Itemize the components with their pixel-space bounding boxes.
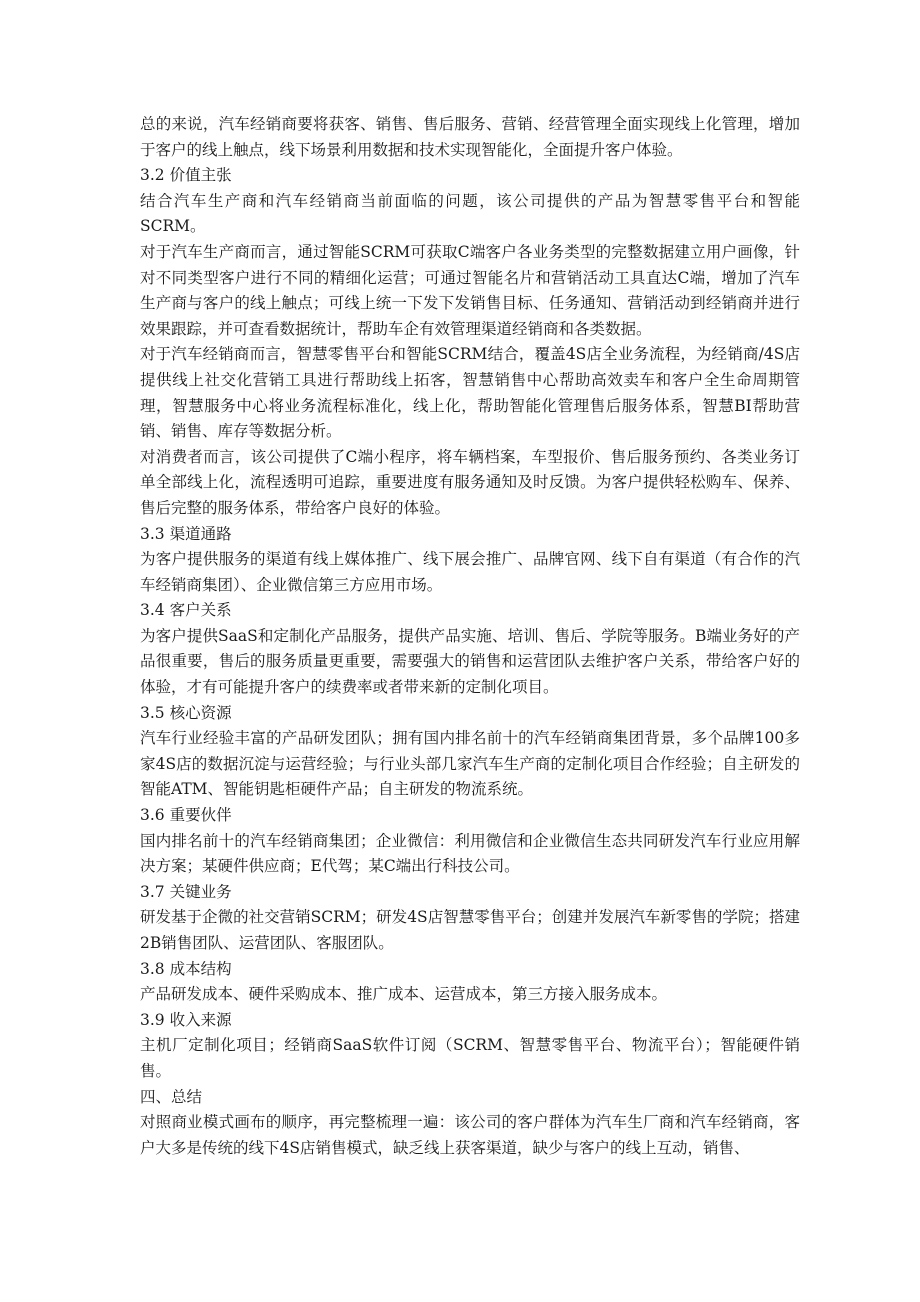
value-proposition-dealer: 对于汽车经销商而言，智慧零售平台和智能SCRM结合，覆盖4S店全业务流程，为经销商/4S店提供线上社交化营销工具进行帮助线上拓客，智慧销售中心帮助高效卖车和客户全生命周期管理，智慧服务中心将业务流程标准化，线上化，帮助智能化管理售后服务体系，智慧BI帮助营销、销售、库存等数据分析。 xyxy=(140,345,800,441)
section-heading-cost-structure: 3.8 成本结构 xyxy=(140,959,232,978)
section-heading-core-resources: 3.5 核心资源 xyxy=(140,703,232,722)
conclusion-paragraph: 对照商业模式画布的顺序，再完整梳理一遍：该公司的客户群体为汽车生厂商和汽车经销商，客户大多是传统的线下4S店销售模式，缺乏线上获客渠道，缺少与客户的线上互动，销售、 xyxy=(140,1113,800,1157)
core-resources-paragraph: 汽车行业经验丰富的产品研发团队；拥有国内排名前十的汽车经销商集团背景，多个品牌100多家4S店的数据沉淀与运营经验；与行业头部几家汽车生产商的定制化项目合作经验；自主研发的智能ATM、智能钥匙柜硬件产品；自主研发的物流系统。 xyxy=(140,729,800,799)
section-heading-key-partners: 3.6 重要伙伴 xyxy=(140,806,232,825)
value-proposition-manufacturer: 对于汽车生产商而言，通过智能SCRM可获取C端客户各业务类型的完整数据建立用户画像，针对不同类型客户进行不同的精细化运营；可通过智能名片和营销活动工具直达C端，增加了汽车生产商与客户的线上触点；可线上统一下发下发销售目标、任务通知、营销活动到经销商并进行效果跟踪，并可查看数据统计，帮助车企有效管理渠道经销商和各类数据。 xyxy=(140,242,800,338)
section-heading-customer-relations: 3.4 客户关系 xyxy=(140,601,232,620)
section-heading-conclusion: 四、总结 xyxy=(140,1087,203,1106)
value-proposition-consumer: 对消费者而言，该公司提供了C端小程序，将车辆档案，车型报价、售后服务预约、各类业务订单全部线上化，流程透明可追踪，重要进度有服务通知及时反馈。为客户提供轻松购车、保养、售后完整的服务体系，带给客户良好的体验。 xyxy=(140,447,800,517)
document-body xyxy=(140,112,800,1161)
section-heading-value-proposition: 3.2 价值主张 xyxy=(140,166,232,185)
customer-relations-paragraph: 为客户提供SaaS和定制化产品服务，提供产品实施、培训、售后、学院等服务。B端业务好的产品很重要，售后的服务质量更重要，需要强大的销售和运营团队去维护客户关系，带给客户好的体验，才有可能提升客户的续费率或者带来新的定制化项目。 xyxy=(140,626,800,697)
key-activities-paragraph: 研发基于企微的社交营销SCRM；研发4S店智慧零售平台；创建并发展汽车新零售的学院；搭建2B销售团队、运营团队、客服团队。 xyxy=(140,908,800,952)
section-heading-channels: 3.3 渠道通路 xyxy=(140,524,232,543)
section-heading-revenue: 3.9 收入来源 xyxy=(140,1010,232,1029)
key-partners-paragraph: 国内排名前十的汽车经销商集团；企业微信：利用微信和企业微信生态共同研发汽车行业应用解决方案；某硬件供应商；E代驾；某C端出行科技公司。 xyxy=(140,831,800,876)
revenue-paragraph: 主机厂定制化项目；经销商SaaS软件订阅（SCRM、智慧零售平台、物流平台）；智能硬件销售。 xyxy=(140,1036,800,1080)
summary-paragraph: 总的来说，汽车经销商要将获客、销售、售后服务、营销、经营管理全面实现线上化管理，增加于客户的线上触点，线下场景利用数据和技术实现智能化，全面提升客户体验。 xyxy=(140,115,800,159)
channels-paragraph: 为客户提供服务的渠道有线上媒体推广、线下展会推广、品牌官网、线下自有渠道（有合作的汽车经销商集团）、企业微信第三方应用市场。 xyxy=(140,550,800,594)
cost-structure-paragraph: 产品研发成本、硬件采购成本、推广成本、运营成本，第三方接入服务成本。 xyxy=(140,985,668,1004)
value-proposition-intro: 结合汽车生产商和汽车经销商当前面临的问题，该公司提供的产品为智慧零售平台和智能SCRM。 xyxy=(140,191,800,236)
section-heading-key-activities: 3.7 关键业务 xyxy=(140,882,232,901)
